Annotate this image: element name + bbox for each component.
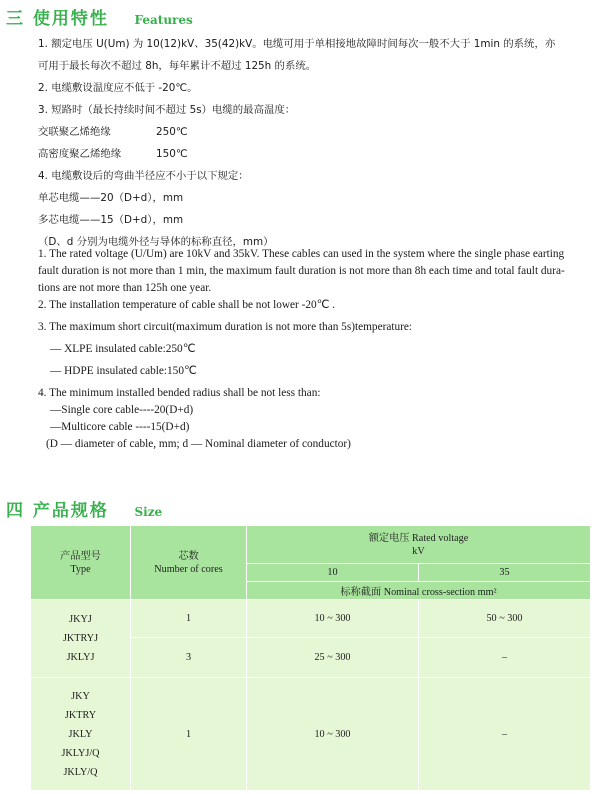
- en-item-1-cont: fault duration is not more than 1 min, the maximum fault duration is not more than 8h each time and total fault dura-: [38, 265, 565, 277]
- size-section-title: [6, 496, 162, 521]
- g1-r2-v10: 25 ~ 300: [247, 638, 419, 678]
- cn-temp-hdpe-value: 150℃: [156, 148, 188, 160]
- header-rated-voltage: [247, 526, 591, 564]
- model-jky: JKY: [71, 690, 90, 702]
- en-multi-core: —Multicore cable ----15(D+d): [50, 421, 190, 433]
- cn-item-2: 2. 电缆敷设温度应不低于 -20℃。: [38, 82, 198, 94]
- en-item-3: 3. The maximum short circuit(maximum duration is not more than 5s)temperature:: [38, 321, 413, 333]
- header-cores: [131, 526, 247, 600]
- en-xlpe: — XLPE insulated cable:250℃: [50, 343, 196, 355]
- cn-temp-xlpe-value: 250℃: [156, 126, 188, 138]
- header-voltage-35: 35: [419, 564, 591, 582]
- model-jklyj-q: JKLYJ/Q: [61, 747, 100, 759]
- cn-multi-core: 多芯电缆——15（D+d），mm: [38, 214, 184, 226]
- header-cores-en: Number of cores: [154, 563, 223, 575]
- size-title-en: Size: [134, 505, 163, 519]
- table-row: [31, 678, 591, 791]
- features-cn-text: [38, 33, 590, 253]
- model-jktry: JKTRY: [64, 709, 97, 721]
- en-item-4: 4. The minimum installed bended radius shall be not less than:: [38, 387, 321, 399]
- features-title-en: Features: [134, 13, 193, 27]
- size-spec-table: [30, 525, 591, 791]
- features-section-title: [6, 4, 193, 29]
- cn-temp-xlpe: [38, 121, 590, 143]
- cn-temp-hdpe-label: 高密度聚乙烯绝缘: [38, 148, 122, 160]
- cn-single-core: 单芯电缆——20（D+d），mm: [38, 192, 184, 204]
- cn-item-1-cont: 可用于最长每次不超过 8h，每年累计不超过 125h 的系统。: [38, 60, 317, 72]
- cn-temp-hdpe: [38, 143, 590, 165]
- g1-r2-cores: 3: [131, 638, 247, 678]
- header-cores-cn: 芯数: [178, 550, 199, 562]
- cn-item-4: 4. 电缆敷设后的弯曲半径应不小于以下规定：: [38, 170, 249, 182]
- g2-cores: 1: [131, 678, 247, 791]
- cn-note-d: （D、d 分别为电缆外径与导体的标称直径，mm）: [38, 236, 274, 248]
- table-row: [31, 600, 591, 638]
- en-hdpe: — HDPE insulated cable:150℃: [50, 365, 197, 377]
- g1-r1-v10: 10 ~ 300: [247, 600, 419, 638]
- cn-item-3: 3. 短路时（最长持续时间不超过 5s）电缆的最高温度：: [38, 104, 296, 116]
- en-single-core: —Single core cable----20(D+d): [50, 404, 194, 416]
- header-row-1: [31, 526, 591, 564]
- model-jkyj: JKYJ: [69, 614, 92, 625]
- g1-r1-v35: 50 ~ 300: [419, 600, 591, 638]
- en-note-d: (D — diameter of cable, mm; d — Nominal diameter of conductor): [46, 438, 351, 450]
- features-title-cn: 三 使用特性: [6, 9, 109, 29]
- header-voltage-unit: kV: [412, 545, 425, 557]
- model-jkly: JKLY: [68, 728, 93, 740]
- header-voltage-10: 10: [247, 564, 419, 582]
- g2-v10: 10 ~ 300: [247, 678, 419, 791]
- model-jktryj: JKTRYJ: [62, 633, 99, 644]
- en-item-1-cont2: tions are not more than 125h one year.: [38, 282, 212, 294]
- model-jklyj: JKLYJ: [66, 652, 95, 663]
- header-cross-section: 标称截面 Nominal cross-section mm²: [247, 582, 591, 600]
- header-voltage-label: 额定电压 Rated voltage: [368, 532, 469, 544]
- g2-v35: –: [419, 678, 591, 791]
- cn-temp-xlpe-label: 交联聚乙烯绝缘: [38, 126, 111, 138]
- size-title-cn: 四 产品规格: [6, 501, 109, 521]
- cn-item-1: 1. 额定电压 U(Um) 为 10(12)kV、35(42)kV。电缆可用于单相接地故障时间每次一般不大于 1min 的系统，亦: [38, 38, 556, 50]
- en-item-2: 2. The installation temperature of cable shall be not lower -20℃ .: [38, 299, 336, 311]
- g1-r2-v35: –: [419, 638, 591, 678]
- group2-models: [31, 678, 131, 791]
- features-en-text: [38, 246, 590, 453]
- header-model-en: Type: [70, 563, 91, 575]
- group1-models: [31, 600, 131, 678]
- header-model-cn: 产品型号: [60, 550, 101, 562]
- g1-r1-cores: 1: [131, 600, 247, 638]
- header-model: [31, 526, 131, 600]
- model-jkly-q: JKLY/Q: [63, 766, 98, 778]
- en-item-1: 1. The rated voltage (U/Um) are 10kV and 35kV. These cables can used in the system where the single phase earting: [38, 248, 565, 260]
